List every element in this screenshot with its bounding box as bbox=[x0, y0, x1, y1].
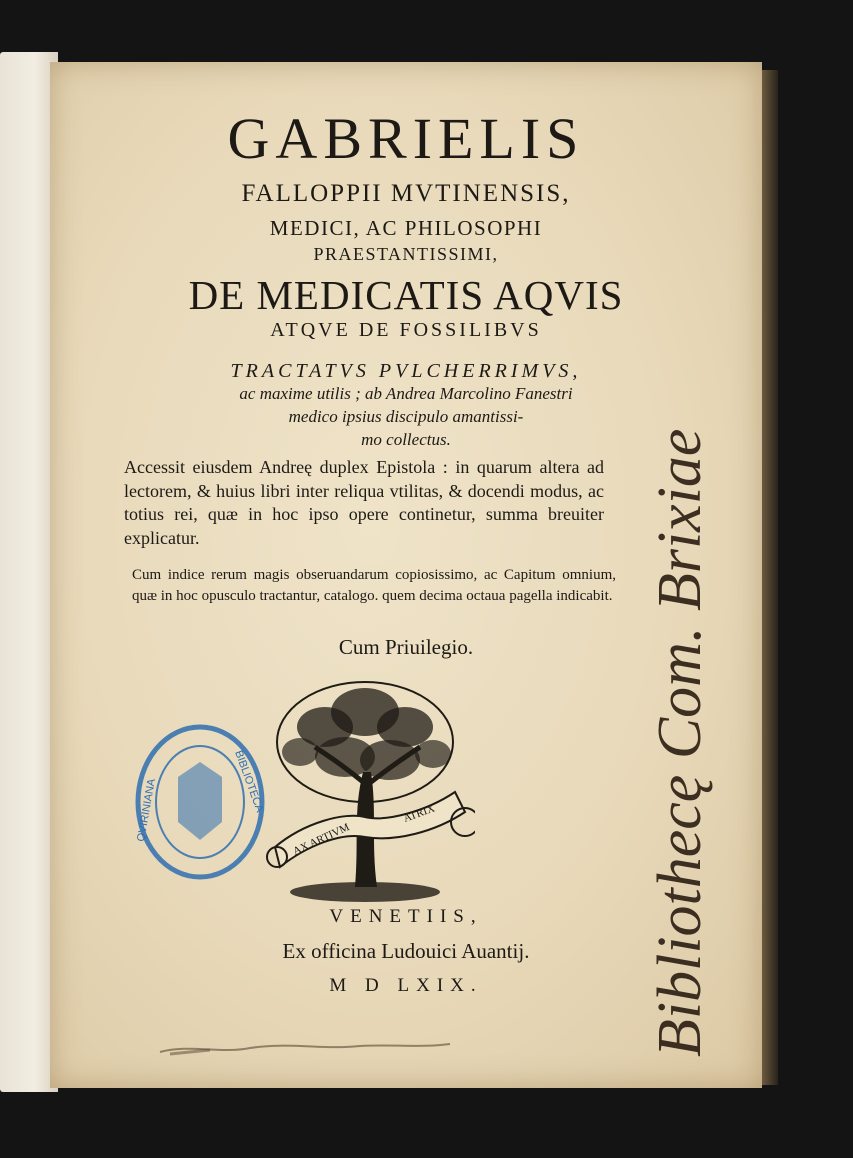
printers-device-tree bbox=[255, 672, 475, 907]
stamp-emblem bbox=[178, 762, 222, 840]
title-page bbox=[50, 62, 762, 1088]
index-paragraph: Cum indice rerum magis obseruandarum copiosissimo, ac Capitum omnium, quæ in hoc opusculo tractantur, catalogo. quem decima octaua pagella indicabit. bbox=[132, 567, 616, 604]
title-work-sub: ATQVE DE FOSSILIBVS bbox=[270, 319, 542, 341]
tractatus-line-4: mo collectus. bbox=[361, 430, 451, 449]
imprint-printer: Ex officina Ludouici Auantij. bbox=[282, 939, 530, 963]
title-work: DE MEDICATIS AQVIS bbox=[188, 272, 624, 318]
title-author-first: GABRIELIS bbox=[227, 106, 585, 171]
motto-left: AX ARTIVM bbox=[291, 821, 352, 858]
title-author-name: FALLOPPII MVTINENSIS, bbox=[241, 180, 571, 207]
tractatus-line-3: medico ipsius discipulo amantissi- bbox=[288, 407, 524, 426]
handwriting-text: Bibliothecę Com. Brixiae bbox=[646, 428, 714, 1057]
imprint-year: M D LXIX. bbox=[329, 975, 483, 996]
handwritten-ownership-note bbox=[605, 247, 805, 1067]
title-author-role: MEDICI, AC PHILOSOPHI bbox=[269, 216, 543, 240]
stamp-text-right: BIBLIOTECA bbox=[232, 748, 266, 814]
epistola-paragraph: Accessit eiusdem Andreę duplex Epistola : in quarum altera ad lectorem, & huius libri inter reliqua vtilitas, & docendi modus, ac totius rei, quæ in hoc ipso opere continetur, summa breuiter explicatur. bbox=[124, 457, 604, 548]
motto-right: ATRIX bbox=[401, 802, 437, 825]
library-stamp bbox=[130, 722, 270, 882]
title-author-epithet: PRAESTANTISSIMI, bbox=[313, 244, 499, 264]
faint-marginal-mark bbox=[150, 1024, 470, 1064]
tree-foliage bbox=[282, 688, 451, 780]
privilege-line: Cum Priuilegio. bbox=[338, 635, 474, 659]
imprint-place: VENETIIS, bbox=[329, 906, 483, 927]
stamp-text-left: QVIRINIANA bbox=[135, 777, 158, 843]
tractatus-line-2: ac maxime utilis ; ab Andrea Marcolino Fanestri bbox=[239, 384, 573, 403]
tree-ground bbox=[290, 882, 440, 902]
tractatus-line: TRACTATVS PVLCHERRIMVS, bbox=[230, 360, 582, 382]
